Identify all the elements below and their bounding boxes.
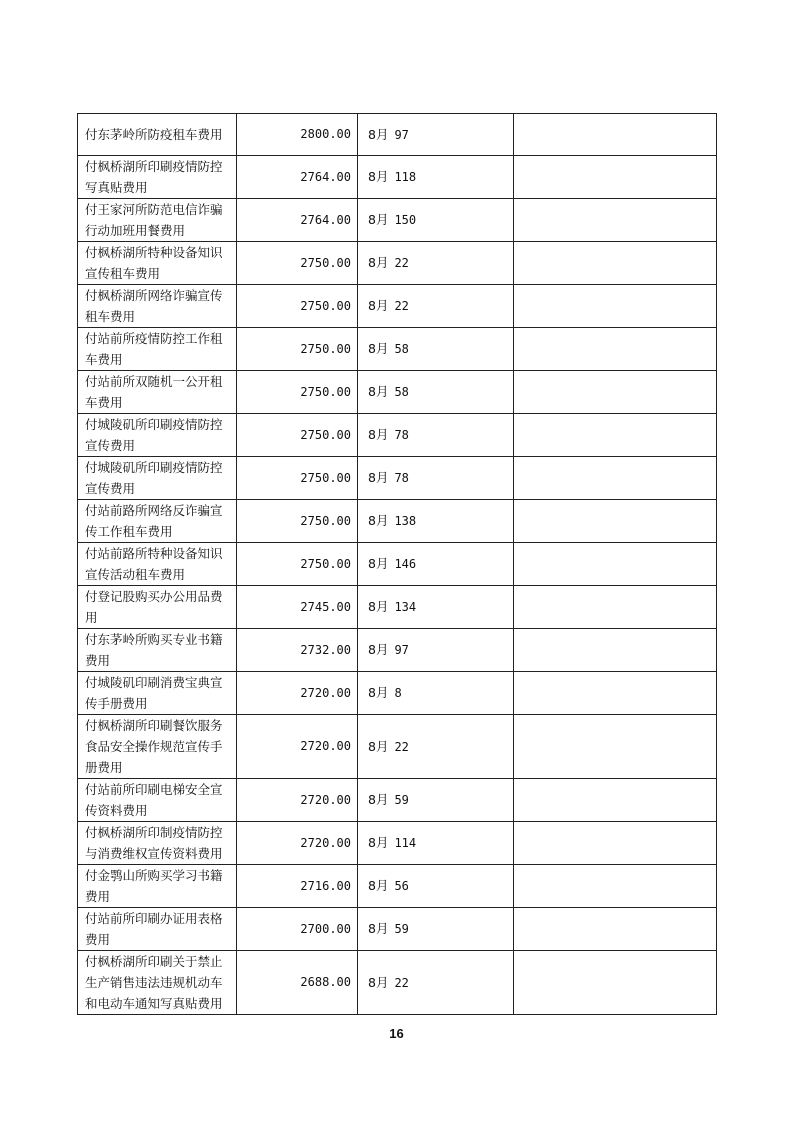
expense-amount: 2750.00: [237, 328, 358, 371]
remark-cell: [514, 865, 717, 908]
voucher-month: 8月: [368, 169, 389, 184]
voucher-reference: [358, 199, 514, 242]
table-row: [78, 414, 717, 457]
expense-amount: 2688.00: [237, 951, 358, 1015]
voucher-number: 22: [394, 975, 409, 990]
voucher-number: 97: [394, 643, 409, 657]
table-row: [78, 822, 717, 865]
remark-cell: [514, 114, 717, 156]
expense-amount: 2720.00: [237, 822, 358, 865]
expense-description: 付登记股购买办公用品费用: [78, 586, 237, 629]
expense-amount: 2750.00: [237, 500, 358, 543]
expense-description: 付金鹗山所购买学习书籍费用: [78, 865, 237, 908]
voucher-reference: [358, 114, 514, 156]
expense-amount: 2764.00: [237, 156, 358, 199]
table-row: [78, 457, 717, 500]
voucher-reference: [358, 779, 514, 822]
remark-cell: [514, 285, 717, 328]
expense-amount: 2720.00: [237, 779, 358, 822]
table-row: [78, 543, 717, 586]
voucher-number: 58: [394, 342, 409, 356]
voucher-month: 8月: [368, 685, 389, 700]
expense-description: 付枫桥湖所印制疫情防控与消费维权宣传资料费用: [78, 822, 237, 865]
remark-cell: [514, 414, 717, 457]
voucher-number: 59: [394, 922, 409, 936]
voucher-month: 8月: [368, 878, 389, 893]
table-row: [78, 156, 717, 199]
remark-cell: [514, 500, 717, 543]
voucher-reference: [358, 328, 514, 371]
voucher-number: 118: [394, 170, 417, 184]
page-number: 16: [389, 1026, 404, 1041]
voucher-month: 8月: [368, 599, 389, 614]
voucher-number: 150: [394, 213, 417, 227]
remark-cell: [514, 543, 717, 586]
expense-description: 付东茅岭所防疫租车费用: [78, 114, 237, 156]
expense-description: 付站前所印刷电梯安全宣传资料费用: [78, 779, 237, 822]
table-row: [78, 715, 717, 779]
voucher-month: 8月: [368, 470, 389, 485]
voucher-month: 8月: [368, 835, 389, 850]
voucher-month: 8月: [368, 212, 389, 227]
voucher-month: 8月: [368, 974, 389, 990]
voucher-reference: [358, 457, 514, 500]
expense-amount: 2750.00: [237, 543, 358, 586]
expense-description: 付枫桥湖所网络诈骗宣传租车费用: [78, 285, 237, 328]
expense-description: 付城陵矶所印刷疫情防控宣传费用: [78, 457, 237, 500]
remark-cell: [514, 586, 717, 629]
voucher-number: 22: [394, 739, 409, 754]
expense-amount: 2720.00: [237, 672, 358, 715]
expense-table-body: [78, 114, 717, 1015]
voucher-reference: [358, 822, 514, 865]
voucher-reference: [358, 715, 514, 779]
voucher-reference: [358, 672, 514, 715]
voucher-reference: [358, 951, 514, 1015]
voucher-month: 8月: [368, 341, 389, 356]
voucher-reference: [358, 371, 514, 414]
expense-description: 付枫桥湖所印刷关于禁止生产销售违法违规机动车和电动车通知写真贴费用: [78, 951, 237, 1015]
remark-cell: [514, 371, 717, 414]
expense-amount: 2720.00: [237, 715, 358, 779]
voucher-number: 59: [394, 793, 409, 807]
voucher-month: 8月: [368, 513, 389, 528]
voucher-month: 8月: [368, 126, 389, 142]
table-row: [78, 114, 717, 156]
remark-cell: [514, 822, 717, 865]
expense-description: 付城陵矶所印刷疫情防控宣传费用: [78, 414, 237, 457]
voucher-month: 8月: [368, 556, 389, 571]
table-row: [78, 500, 717, 543]
expense-amount: 2732.00: [237, 629, 358, 672]
expense-amount: 2750.00: [237, 242, 358, 285]
remark-cell: [514, 908, 717, 951]
voucher-number: 22: [394, 299, 409, 313]
table-row: [78, 199, 717, 242]
table-row: [78, 672, 717, 715]
voucher-reference: [358, 414, 514, 457]
voucher-reference: [358, 242, 514, 285]
expense-description: 付枫桥湖所印刷疫情防控写真贴费用: [78, 156, 237, 199]
voucher-reference: [358, 629, 514, 672]
expense-description: 付东茅岭所购买专业书籍费用: [78, 629, 237, 672]
voucher-number: 97: [394, 127, 409, 142]
expense-description: 付站前所双随机一公开租车费用: [78, 371, 237, 414]
expense-amount: 2745.00: [237, 586, 358, 629]
voucher-reference: [358, 586, 514, 629]
remark-cell: [514, 199, 717, 242]
expense-amount: 2750.00: [237, 371, 358, 414]
voucher-number: 22: [394, 256, 409, 270]
expense-description: 付站前所疫情防控工作租车费用: [78, 328, 237, 371]
voucher-reference: [358, 865, 514, 908]
voucher-month: 8月: [368, 384, 389, 399]
table-row: [78, 328, 717, 371]
table-row: [78, 779, 717, 822]
remark-cell: [514, 156, 717, 199]
voucher-month: 8月: [368, 921, 389, 936]
expense-amount: 2716.00: [237, 865, 358, 908]
voucher-number: 146: [394, 557, 417, 571]
expense-amount: 2800.00: [237, 114, 358, 156]
voucher-number: 56: [394, 879, 409, 893]
voucher-number: 58: [394, 385, 409, 399]
voucher-reference: [358, 908, 514, 951]
expense-description: 付站前所印刷办证用表格费用: [78, 908, 237, 951]
expense-description: 付城陵矶印刷消费宝典宣传手册费用: [78, 672, 237, 715]
table-row: [78, 285, 717, 328]
table-row: [78, 371, 717, 414]
voucher-reference: [358, 285, 514, 328]
remark-cell: [514, 242, 717, 285]
voucher-reference: [358, 543, 514, 586]
expense-amount: 2700.00: [237, 908, 358, 951]
remark-cell: [514, 951, 717, 1015]
expense-amount: 2750.00: [237, 414, 358, 457]
expense-amount: 2764.00: [237, 199, 358, 242]
voucher-reference: [358, 156, 514, 199]
remark-cell: [514, 457, 717, 500]
voucher-number: 114: [394, 836, 417, 850]
table-row: [78, 586, 717, 629]
voucher-month: 8月: [368, 792, 389, 807]
expense-description: 付王家河所防范电信诈骗行动加班用餐费用: [78, 199, 237, 242]
table-row: [78, 629, 717, 672]
remark-cell: [514, 779, 717, 822]
voucher-number: 78: [394, 471, 409, 485]
remark-cell: [514, 328, 717, 371]
expense-amount: 2750.00: [237, 285, 358, 328]
table-row: [78, 865, 717, 908]
remark-cell: [514, 715, 717, 779]
voucher-number: 8: [394, 686, 402, 700]
voucher-number: 78: [394, 428, 409, 442]
remark-cell: [514, 672, 717, 715]
expense-description: 付枫桥湖所特种设备知识宣传租车费用: [78, 242, 237, 285]
voucher-month: 8月: [368, 738, 389, 754]
remark-cell: [514, 629, 717, 672]
voucher-month: 8月: [368, 427, 389, 442]
voucher-number: 134: [394, 600, 417, 614]
expense-description: 付站前路所特种设备知识宣传活动租车费用: [78, 543, 237, 586]
expense-description: 付枫桥湖所印刷餐饮服务食品安全操作规范宣传手册费用: [78, 715, 237, 779]
table-row: [78, 242, 717, 285]
voucher-reference: [358, 500, 514, 543]
voucher-month: 8月: [368, 298, 389, 313]
expense-amount: 2750.00: [237, 457, 358, 500]
expense-description: 付站前路所网络反诈骗宣传工作租车费用: [78, 500, 237, 543]
table-row: [78, 908, 717, 951]
voucher-month: 8月: [368, 255, 389, 270]
expense-table: [77, 113, 717, 1015]
voucher-number: 138: [394, 514, 417, 528]
table-row: [78, 951, 717, 1015]
voucher-month: 8月: [368, 642, 389, 657]
